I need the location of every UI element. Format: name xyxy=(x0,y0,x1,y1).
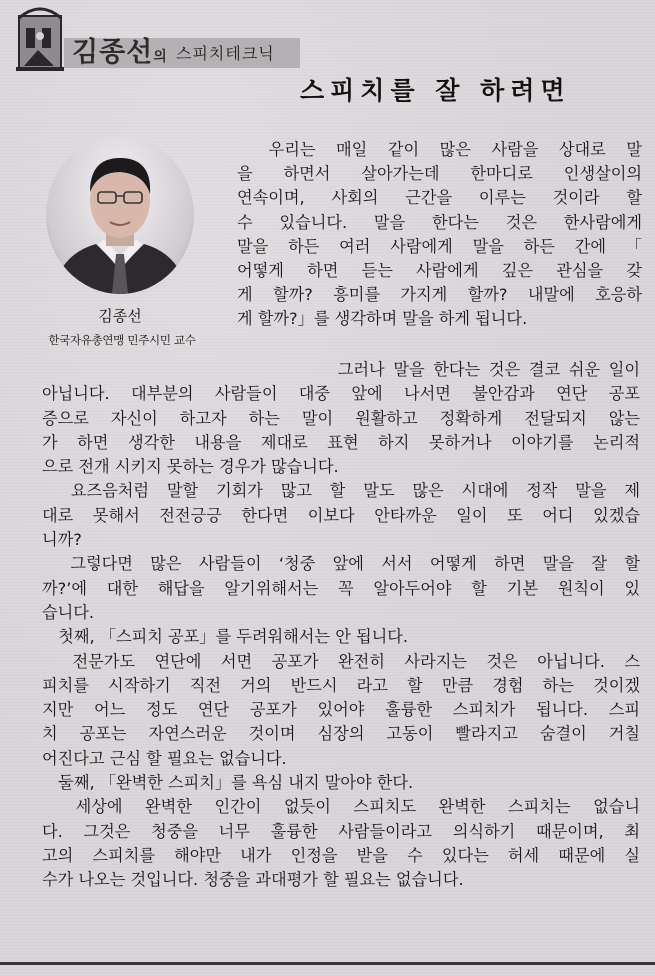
text-line: 첫째, 「스피치 공포」를 두려워해서는 안 됩니다. xyxy=(42,627,409,647)
text-line: 아닙니다. 대부분의 사람들이 대중 앞에 나서면 불안감과 연단 공포 xyxy=(42,384,640,404)
text-line: 연속이며, 사회의 근간을 이루는 것이라 할 xyxy=(237,188,642,208)
text-line: 치 공포는 자연스러운 것이며 심장의 고동이 빨라지고 숨결이 거칠 xyxy=(42,724,640,744)
text-line: 게 할까? 흥미를 가지게 할까? 내말에 호응하 xyxy=(237,285,642,305)
text-line: 요즈음처럼 말할 기회가 많고 할 말도 많은 시대에 정작 말을 제 xyxy=(42,481,640,501)
text-line: 으로 전개 시키지 못하는 경우가 많습니다. xyxy=(42,457,339,477)
text-line: 습니다. xyxy=(42,602,95,622)
text-line: 니까? xyxy=(42,530,82,550)
text-line: 가 하면 생각한 내용을 제대로 표현 하지 못하거나 이야기를 논리적 xyxy=(42,432,640,452)
text-line: 까?’에 대한 해답을 알기위해서는 꼭 알아두어야 할 기본 원칙이 있 xyxy=(42,578,640,598)
series-title: 스피치테크닉 xyxy=(176,44,275,63)
text-line: 대로 못해서 전전긍긍 한다면 이보다 안타까운 일이 또 어디 있겠습 xyxy=(42,505,640,525)
author-affiliation: 한국자유총연맹 민주시민 교수 xyxy=(48,333,196,347)
text-line: 수가 나오는 것입니다. 청중을 과대평가 할 필요는 없습니다. xyxy=(42,870,464,890)
text-line: 피치를 시작하기 직전 거의 반드시 라고 할 만큼 경험 하는 것이겠 xyxy=(42,675,640,695)
series-author xyxy=(72,36,168,70)
text-line: 둘째, 「완벽한 스피치」를 욕심 내지 말아야 한다. xyxy=(42,773,414,793)
author-photo xyxy=(46,136,194,294)
body-text-right-column xyxy=(237,138,642,332)
text-line: 그러나 말을 한다는 것은 결코 쉬운 일이 xyxy=(42,360,640,379)
series-possessive: 의 xyxy=(153,49,168,65)
series-author-name: 김종선 xyxy=(72,37,154,68)
text-line: 고의 스피치를 해야만 내가 인정을 받을 수 있다는 허세 때문에 실 xyxy=(42,845,640,865)
text-line: 그렇다면 많은 사람들이 ‘청중 앞에 서서 어떻게 하면 말을 잘 할 xyxy=(42,554,640,574)
column-logo-icon xyxy=(16,4,68,74)
text-line: 지만 어느 정도 연단 공포가 있어야 훌륭한 스피치가 됩니다. 스피 xyxy=(42,700,640,720)
text-line: 증으로 자신이 하고자 하는 말이 원활하고 정확하게 전달되지 않는 xyxy=(42,408,640,428)
text-line: 세상에 완벽한 인간이 없듯이 스피치도 완벽한 스피치는 없습니 xyxy=(42,797,640,817)
text-line: 어진다고 근심 할 필요는 없습니다. xyxy=(42,748,287,768)
body-text-full-width xyxy=(42,358,640,893)
text-line: 어떻게 하면 듣는 사람에게 깊은 관심을 갖 xyxy=(237,261,642,281)
author-name: 김종선 xyxy=(98,307,142,325)
text-line: 수 있습니다. 말을 한다는 것은 한사람에게 xyxy=(237,212,642,232)
text-line: 게 할까?」를 생각하며 말을 하게 됩니다. xyxy=(237,309,528,329)
text-line: 다. 그것은 청중을 너무 훌륭한 사람들이라고 의식하기 때문이며, 최 xyxy=(42,821,640,841)
text-line: 전문가도 연단에 서면 공포가 완전히 사라지는 것은 아닙니다. 스 xyxy=(42,651,640,671)
text-line: 을 하면서 살아가는데 한마디로 인생살이의 xyxy=(237,164,642,184)
text-line: 우리는 매일 같이 많은 사람을 상대로 말 xyxy=(237,140,642,159)
bottom-rule xyxy=(0,962,655,965)
text-line: 말을 하든 여러 사람에게 말을 하든 간에 「 xyxy=(237,236,642,256)
headline: 스피치를 잘 하려면 xyxy=(300,76,571,105)
author-portrait-icon xyxy=(46,136,194,294)
